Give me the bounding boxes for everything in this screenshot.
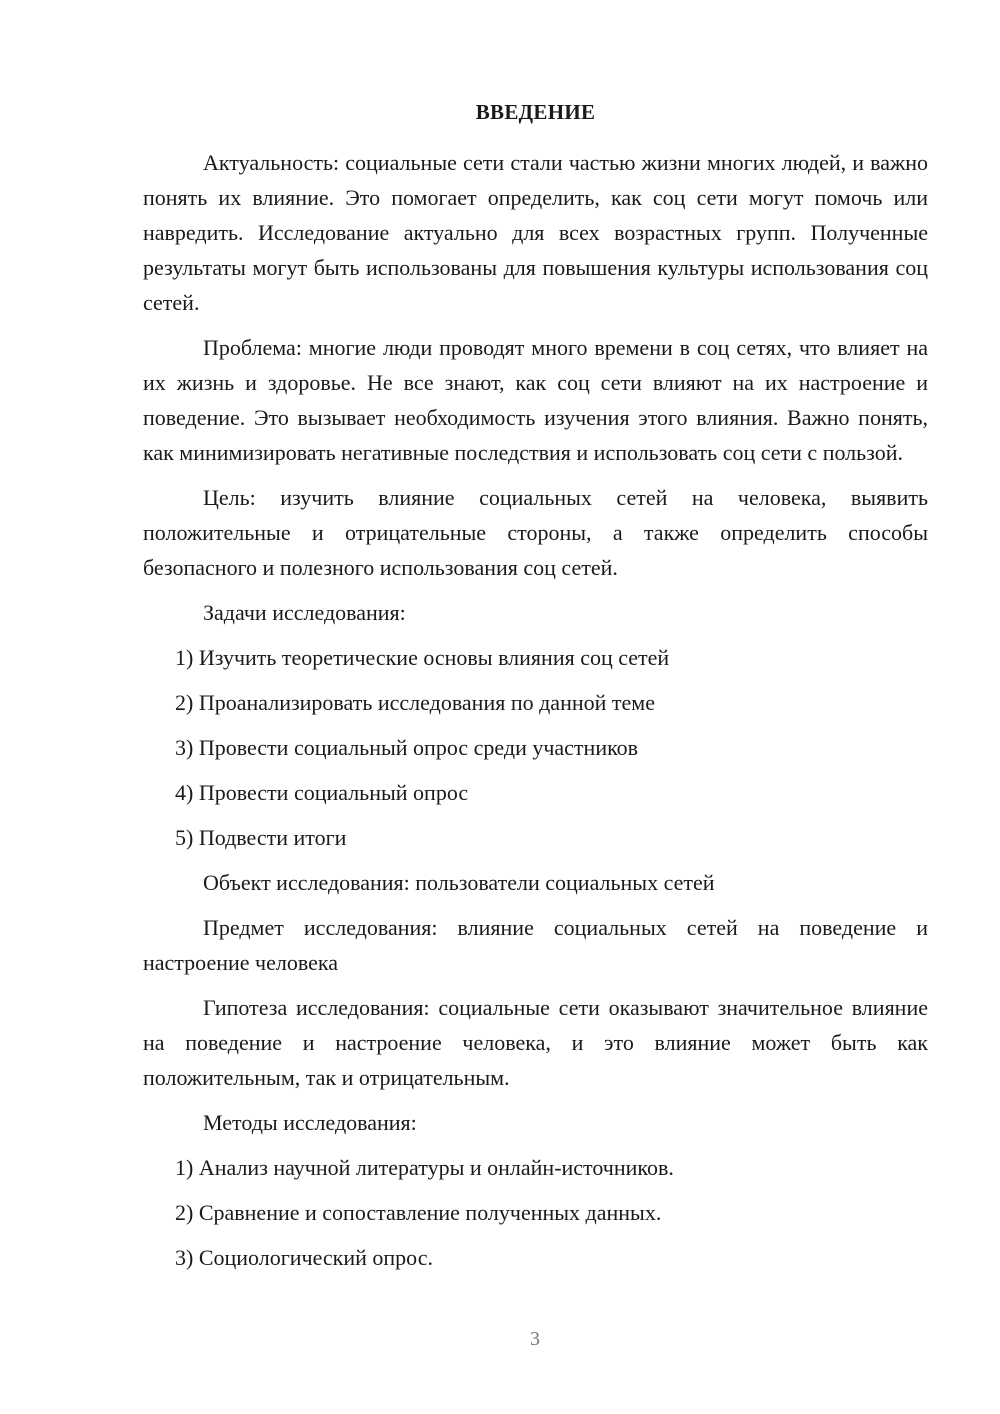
task-item: 5) Подвести итоги [175,825,347,850]
goal-paragraph: Цель: изучить влияние социальных сетей на человека, выявить положительные и отрицательные стороны, а также определить способы безопасного и полезного использования соц сетей. [143,485,928,580]
method-item: 1) Анализ научной литературы и онлайн-источников. [175,1155,674,1180]
hypothesis-paragraph: Гипотеза исследования: социальные сети оказывают значительное влияние на поведение и настроение человека, и это влияние может быть как положительным, так и отрицательным. [143,995,928,1090]
methods-list [143,1150,928,1275]
methods-heading: Методы исследования: [203,1110,417,1135]
method-item: 3) Социологический опрос. [175,1245,433,1270]
tasks-heading: Задачи исследования: [203,600,406,625]
relevance-paragraph: Актуальность: социальные сети стали частью жизни многих людей, и важно понять их влияние. Это помогает определить, как соц сети могут помочь или навредить. Исследование актуально для всех возрастных групп. Полученные результаты могут быть использованы для повышения культуры использования соц сетей. [143,150,928,315]
task-item: 3) Провести социальный опрос среди участников [175,735,639,760]
subject-paragraph: Предмет исследования: влияние социальных сетей на поведение и настроение человека [143,915,928,975]
task-item: 2) Проанализировать исследования по данной теме [175,690,655,715]
tasks-list [143,640,928,855]
task-item: 4) Провести социальный опрос [175,780,469,805]
page-number: 3 [530,1328,540,1350]
method-item: 2) Сравнение и сопоставление полученных данных. [175,1200,662,1225]
section-title: ВВЕДЕНИЕ [475,100,596,124]
document-page [143,95,928,1285]
problem-paragraph: Проблема: многие люди проводят много времени в соц сетях, что влияет на их жизнь и здоровье. Не все знают, как соц сети влияют на их настроение и поведение. Это вызывает необходимость изучения этого влияния. Важно понять, как минимизировать негативные последствия и использовать соц сети с пользой. [143,335,928,465]
task-item: 1) Изучить теоретические основы влияния соц сетей [175,645,670,670]
object-line: Объект исследования: пользователи социальных сетей [203,870,715,895]
